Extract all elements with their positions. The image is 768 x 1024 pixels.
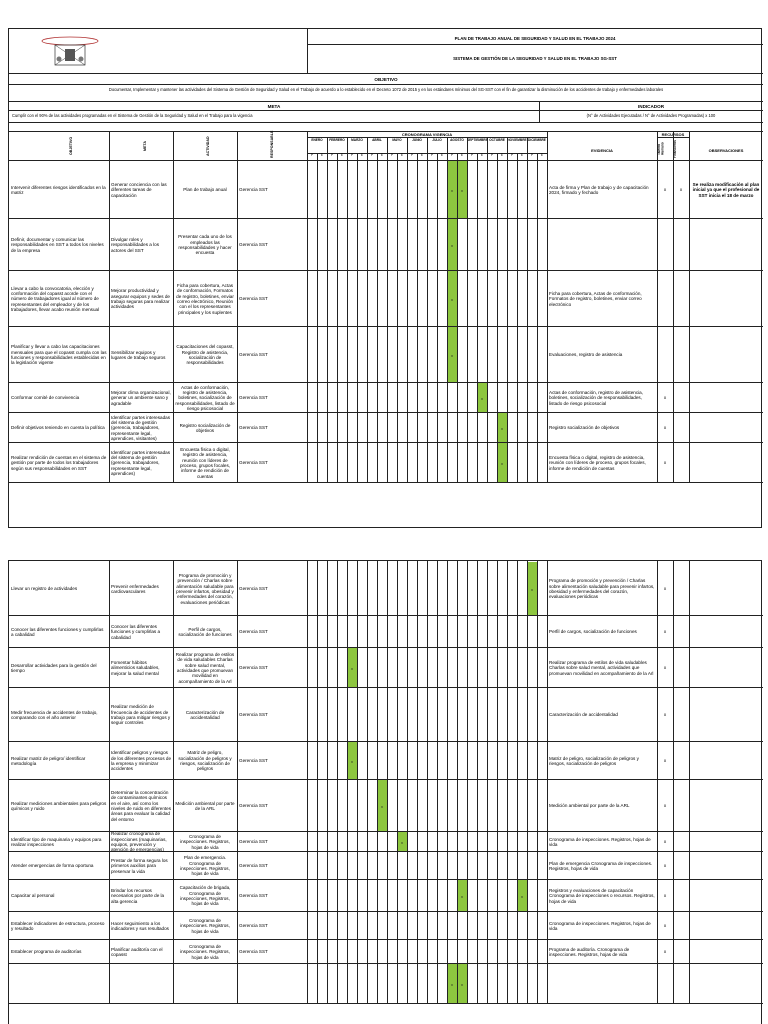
plan-subheader: P [490, 153, 494, 157]
objetivo-cell: Realizar mediciones ambientales para peligros químicos y ruido [11, 800, 107, 811]
exec-subheader: E [520, 153, 524, 157]
col-recurso-2: Financieros [673, 140, 677, 158]
objetivo-cell: Capacitar al personal [11, 893, 55, 899]
actividad-cell [175, 966, 235, 1002]
objetivo-cell: Realizar matriz de peligro/ identificar metodología [11, 755, 86, 766]
col-responsable: RESPONSABLE [270, 130, 274, 158]
responsable-cell: Gerencia SST [239, 758, 268, 764]
executed-mark: x [531, 587, 533, 592]
recurso-1-cell [659, 273, 671, 325]
executed-mark: x [481, 396, 483, 401]
meta-cell: Generar conciencia con las diferentes tareas de capacitación [111, 182, 167, 198]
plan-subtitle: SISTEMA DE GESTIÓN DE LA SEGURIDAD Y SALUD EN EL TRABAJO SG-SST [453, 56, 617, 61]
recurso-1-cell: x [663, 758, 667, 764]
evidencia-cell: Matriz de peligro, socialización de peligros y riesgos, socialización de peligros [549, 755, 639, 766]
cronograma-label: CRONOGRAMA VIGENCIA [401, 132, 453, 137]
executed-cell [478, 383, 487, 412]
actividad-cell: Plan de trabajo anual [183, 187, 227, 193]
executed-mark: x [501, 461, 503, 466]
evidencia-cell: Actas de conformación, registro de asistencia, boletines, socialización de responsabilidades, listado de riesgo psicosocial [549, 390, 643, 406]
actividad-cell: Cronograma de inspecciones. Registros, hojas de vida [180, 918, 230, 934]
objetivo-cell: Realizar rendición de cuentas en el sistema de gestión por parte de todos los trabajadores según sus responsabilidades en SST [11, 455, 107, 471]
recurso-1-cell: x [663, 425, 667, 431]
actividad-cell: Medición ambiental por parte de la ARL [175, 800, 235, 811]
responsable-cell: Gerencia SST [239, 712, 268, 718]
actividad-cell: Capacitación de brigada, Cronograma de inspecciones, Registros, hojas de vida [179, 885, 231, 907]
executed-mark: x [501, 426, 503, 431]
executed-cell [448, 327, 457, 382]
objetivo-cell: Identificar tipo de maquinaria y equipos para realizar inspecciones [11, 836, 102, 847]
recurso-1-cell: x [663, 629, 667, 635]
executed-cell [398, 832, 407, 851]
meta-cell: Divulgar roles y responsabilidades a los actores del SST [111, 237, 160, 253]
recurso-1-cell: x [663, 863, 667, 869]
evidencia-cell: Encuesta física o digital, registro de asistencia, reunión con líderes de proceso, grupos focales, informe de rendición de cuentas [549, 455, 646, 471]
meta-cell: Conocer las diferentes funciones y cumplirlas a cabalidad [111, 624, 161, 640]
meta-cell: Determinar la concentración de contaminantes químicos en el aire, así como los niveles de ruido en diferentes áreas para evaluar la calidad del entorno [111, 790, 172, 822]
responsable-cell: Gerencia SST [239, 352, 268, 358]
exec-subheader: E [500, 153, 504, 157]
objetivo-cell: Establecer indicadores de estructura, proceso y resultado [11, 920, 105, 931]
plan-subheader: P [410, 153, 414, 157]
month-header: ABRIL [372, 138, 382, 142]
executed-mark: x [461, 188, 463, 193]
observaciones-cell [691, 273, 761, 325]
month-header: ENERO [311, 138, 323, 142]
evidencia-cell: Cronograma de inspecciones. Registros, hojas de vida [549, 836, 651, 847]
col-actividad: ACTIVIDAD [206, 136, 210, 156]
recurso-2-cell [675, 385, 687, 411]
recurso-1-cell: x [663, 839, 667, 845]
responsable-cell: Gerencia SST [239, 893, 268, 899]
responsable-cell: Gerencia SST [239, 242, 268, 248]
responsable-cell: Gerencia SST [239, 665, 268, 671]
month-header: MARZO [351, 138, 363, 142]
meta-text: Cumplir con el 90% de las actividades programadas en el Sistema de Gestión de la Seguridad y Salud en el Trabajo para la vigencia [12, 113, 253, 118]
objetivo-cell: Definir, documentar y comunicar las responsabilidades en SST a todos los niveles de la empresa [11, 237, 104, 253]
recurso-1-cell: x [663, 893, 667, 899]
executed-mark: x [451, 353, 453, 358]
meta-cell: Identificar partes interesadas del sistema de gestión (gerencia, trabajadores, representante legal, aprendices, visitantes) [111, 414, 170, 441]
actividad-cell: Realizar programa de estilos de vida saludables Charlas sobre salud mental, actividades que promuevan movilidad en acompañamiento de la Arl [175, 652, 235, 684]
executed-cell [448, 161, 457, 218]
responsable-cell [239, 966, 305, 1002]
meta-cell: Sensibilizar equipos y lugares de trabajo seguros [111, 349, 166, 360]
plan-subheader: P [330, 153, 334, 157]
month-header: FEBRERO [329, 138, 345, 142]
responsable-cell: Gerencia SST [239, 949, 268, 955]
actividad-cell: Caracterización de accidentalidad [185, 709, 225, 720]
meta-cell: Planificar auditoría con el copasst [111, 946, 163, 957]
exec-subheader: E [440, 153, 444, 157]
recurso-1-cell: x [663, 803, 667, 809]
evidencia-cell: Cronograma de inspecciones. Registros, hojas de vida [549, 920, 651, 931]
executed-mark: x [401, 840, 403, 845]
executed-cell [448, 219, 457, 270]
plan-subheader: P [450, 153, 454, 157]
meta-cell: Mejorar productividad y asegurar equipos y sedes de trabajo seguras para realizar actividades [111, 288, 170, 310]
meta-cell [111, 966, 171, 1002]
evidencia-cell: Medición ambiental por parte de la ARL [549, 803, 630, 809]
meta-cell: Brindar los recursos necesarios por parte de la alta gerencia [111, 888, 165, 904]
company-logo-icon [39, 35, 101, 67]
exec-subheader: E [460, 153, 464, 157]
actividad-cell: Cronograma de inspecciones. Registros, hojas de vida [180, 834, 230, 850]
col-recurso-1: Talento Humano [657, 142, 665, 156]
executed-mark: x [451, 188, 453, 193]
exec-subheader: E [420, 153, 424, 157]
month-header: SEPTIEMBRE [467, 138, 488, 142]
evidencia-cell: Registros y evaluaciones de capacitación Cronograma de inspecciones o recursos. Registros, hojas de vida [549, 888, 655, 904]
responsable-cell: Gerencia SST [239, 395, 268, 401]
observaciones-cell [691, 445, 761, 481]
responsable-cell: Gerencia SST [239, 839, 268, 845]
plan-subheader: P [310, 153, 314, 157]
actividad-cell: Presentar cada uno de los empleados las responsabilidades y hacer encuesta [178, 234, 232, 256]
responsable-cell: Gerencia SST [239, 586, 268, 592]
actividad-cell: Actas de conformación, registro de asistencia, boletines, socialización de responsabilidades, listado de riesgo psicosocial [175, 384, 235, 411]
executed-mark: x [381, 804, 383, 809]
evidencia-cell: Registro socialización de objetivos [549, 425, 620, 431]
actividad-cell: Ficha para cobertura, Actas de conformación, Formatos de registro, boletines, enviar correo electrónico, Reunión con el los representantes principales y los suplentes [176, 283, 234, 315]
actividad-cell: Plan de emergencia. Cronograma de inspecciones. Registros, hojas de vida [180, 855, 230, 877]
recurso-1-cell: x [663, 949, 667, 955]
objetivo-cell: Medir frecuencia de accidentes de trabajo, comparando con el año anterior [11, 709, 98, 720]
executed-mark: x [461, 982, 463, 987]
actividad-cell: Encuesta física o digital, registro de asistencia, reunión con líderes de proceso, grupos focales, informe de rendición de cuentas [179, 447, 231, 479]
executed-mark: x [451, 982, 453, 987]
indicator-text: (N° de Actividades Ejecutadas / N° de Actividades Programadas) x 100 [586, 113, 716, 118]
evidencia-cell: Acta de firma y Plan de trabajo y de capacitación 2024, firmado y fechado [549, 184, 649, 195]
objetivo-cell: Conformar comité de convivencia [11, 395, 80, 401]
meta-cell: Prevenir enfermedades cardiovasculares [111, 583, 159, 594]
meta-cell: Hacer seguimiento a los indicadores y sus resultados [111, 920, 169, 931]
plan-subheader: P [510, 153, 514, 157]
recurso-1-cell [659, 221, 671, 269]
executed-cell [348, 648, 357, 687]
responsable-cell: Gerencia SST [239, 460, 268, 466]
executed-cell [528, 562, 537, 615]
month-header: JULIO [432, 138, 442, 142]
recurso-1-cell: x [663, 586, 667, 592]
plan-subheader: P [470, 153, 474, 157]
evidencia-cell: Programa de promoción y prevención / Charlas sobre alimentación saludable para prevenir infartos, obesidad y enfermedades del corazón, evaluaciones periódicas [549, 578, 655, 600]
executed-cell [498, 443, 507, 482]
meta-cell: Realizar cronograma de inspecciones (maquinarias, equipos, prevención y atención de emergencias) [111, 831, 167, 853]
col-meta: META [143, 141, 147, 151]
executed-cell [518, 880, 527, 911]
plan-sheet-page-1 [8, 28, 762, 528]
month-header: AGOSTO [450, 138, 464, 142]
executed-mark: x [351, 759, 353, 764]
evidencia-cell: Perfil de cargos, socialización de funciones [549, 629, 637, 635]
executed-mark: x [521, 894, 523, 899]
observaciones-cell [691, 329, 761, 381]
month-header: JUNIO [412, 138, 422, 142]
recurso-2-cell [675, 221, 687, 269]
meta-cell: Realizar medición de frecuencia de accidentes de trabajo para mitigar riesgos y seguir controles [111, 704, 171, 726]
exec-subheader: E [400, 153, 404, 157]
actividad-cell: Perfil de cargos, socialización de funciones [178, 626, 232, 637]
actividad-cell: Cronograma de inspecciones. Registros, hojas de vida [180, 944, 230, 960]
responsable-cell: Gerencia SST [239, 425, 268, 431]
executed-cell [458, 161, 467, 218]
responsable-cell: Gerencia SST [239, 923, 268, 929]
plan-subheader: P [530, 153, 534, 157]
meta-cell: Fomentar hábitos alimenticios saludables, mejorar la salud mental [111, 660, 160, 676]
objetivo-cell: Desarrollar actividades para la gestión del tiempo [11, 662, 97, 673]
plan-subheader: P [370, 153, 374, 157]
evidencia-cell: Ficha para cobertura, Actas de conformación, Formatos de registro, boletines, enviar correo electrónico [549, 291, 642, 307]
recurso-1-cell: x [663, 923, 667, 929]
executed-cell [448, 964, 457, 1003]
observaciones-cell: Se realiza modificación al plan inicial ya que el profesional de SST inicia el 18 de marzo [692, 182, 760, 198]
objetivo-cell: Establecer programa de auditorías [11, 949, 82, 955]
exec-subheader: E [320, 153, 324, 157]
exec-subheader: E [360, 153, 364, 157]
recursos-label: RECURSOS [661, 132, 685, 137]
month-header: OCTUBRE [489, 138, 505, 142]
plan-subheader: P [430, 153, 434, 157]
recurso-1-cell: x [663, 712, 667, 718]
executed-cell [348, 742, 357, 779]
actividad-cell: Capacitaciones del copasst, Registro de asistencia, socialización de responsabilidades [176, 344, 234, 366]
evidencia-cell [549, 966, 655, 1002]
actividad-cell: Programa de promoción y prevención / Charlas sobre alimentación saludable para prevenir infartos, obesidad y enfermedades del corazón, evaluaciones periódicas [176, 573, 234, 605]
objetivo-cell [11, 966, 107, 1002]
month-header: NOVIEMBRE [507, 138, 527, 142]
meta-cell: Prestar de forma segura los primeros auxilios para preservar la vida [111, 858, 168, 874]
col-observaciones: OBSERVACIONES [708, 148, 744, 153]
indicator-label: INDICADOR [637, 104, 665, 109]
objetivo-cell: Llevar un registro de actividades [11, 586, 78, 592]
evidencia-cell: Realizar programa de estilos de vida saludables Charlas sobre salud mental, actividades que promuevan movilidad en acompañamiento de la Arl [549, 660, 654, 676]
executed-mark: x [351, 666, 353, 671]
meta-cell: Identificar partes interesadas del sistema de gestión (gerencia, trabajadores, representante legal, aprendices) [111, 449, 170, 476]
evidencia-cell: Evaluaciones, registro de asistencia [549, 352, 623, 358]
executed-mark: x [461, 894, 463, 899]
col-objetivo: OBJETIVO [69, 136, 73, 156]
evidencia-cell: Programa de auditoría. Cronograma de inspecciones. Registros, hojas de vida [549, 946, 630, 957]
observaciones-cell [691, 221, 761, 269]
meta-cell: Mejorar clima organizacional, generar un ambiente sano y agradable [111, 390, 171, 406]
executed-cell [448, 271, 457, 326]
col-evidencia: EVIDENCIA [591, 148, 613, 153]
recurso-1-cell: x [663, 665, 667, 671]
objective-text: Documentar, Implementar y mantener las actividades del Sistema de Gestión de Seguridad y Salud en el Trabajo de acuerdo a lo establecido en el Decreto 1072 de 2015 y en los estándares mínimos del SG-SST con el fin de garantizar la disminución de los accidentes de trabajo y enfermedades laborales [108, 87, 664, 92]
actividad-cell: Matriz de peligro, socialización de peligros y riesgos, socialización de peligros [178, 750, 232, 772]
plan-subheader: P [390, 153, 394, 157]
exec-subheader: E [540, 153, 544, 157]
evidencia-cell: Plan de emergencia Cronograma de inspecciones. Registros, hojas de vida [549, 860, 653, 871]
executed-cell [498, 413, 507, 442]
month-header: DICIEMBRE [528, 138, 546, 142]
plan-sheet-page-2 [8, 560, 762, 1024]
executed-cell [458, 964, 467, 1003]
objetivo-cell: Intervenir diferentes riesgos identificados en la matriz [11, 184, 106, 195]
objetivo-cell: Atender emergencias de forma oportuna [11, 863, 94, 869]
objetivo-cell: Conocer las diferentes funciones y cumplirlas a cabalidad [11, 626, 104, 637]
recurso-2-cell [675, 273, 687, 325]
responsable-cell: Gerencia SST [239, 629, 268, 635]
recurso-1-cell: x [663, 187, 667, 193]
objective-label: OBJETIVO [374, 77, 398, 82]
executed-cell [378, 780, 387, 831]
recurso-2-cell [675, 445, 687, 481]
recurso-1-cell [659, 966, 671, 1002]
actividad-cell: Registro socialización de objetivos [179, 422, 231, 433]
meta-label: META [267, 104, 281, 109]
recurso-1-cell: x [663, 395, 667, 401]
observaciones-cell [691, 385, 761, 411]
exec-subheader: E [480, 153, 484, 157]
evidencia-cell: Caracterización de accidentalidad [549, 712, 618, 718]
recurso-1-cell [659, 329, 671, 381]
exec-subheader: E [380, 153, 384, 157]
objetivo-cell: Llevar a cabo la convocatoria, elección y conformación del copasst acorde con el número de trabajadores igual al número de representantes del empleador y de los trabajadores, llevar acabo reunión mensual [11, 285, 100, 312]
executed-cell [458, 880, 467, 911]
observaciones-cell [691, 415, 761, 441]
responsable-cell: Gerencia SST [239, 187, 268, 193]
recurso-2-cell [675, 415, 687, 441]
objetivo-cell: Planificar y llevar a cabo las capacitaciones mensuales para que el copasst cumpla con las funciones y responsabilidades establecidas en la legislación vigente [11, 344, 107, 366]
exec-subheader: E [340, 153, 344, 157]
month-header: MAYO [392, 138, 402, 142]
evidencia-cell [549, 221, 655, 269]
executed-mark: x [451, 243, 453, 248]
plan-title: PLAN DE TRABAJO ANUAL DE SEGURIDAD Y SALUD EN EL TRABAJO 2024 [454, 36, 616, 41]
plan-subheader: P [350, 153, 354, 157]
responsable-cell: Gerencia SST [239, 296, 268, 302]
recurso-2-cell [675, 329, 687, 381]
recurso-2-cell: x [679, 187, 683, 193]
recurso-1-cell: x [663, 460, 667, 466]
executed-mark: x [451, 297, 453, 302]
objetivo-cell: Definir objetivos teniendo en cuenta la política [11, 425, 105, 431]
responsable-cell: Gerencia SST [239, 863, 268, 869]
responsable-cell: Gerencia SST [239, 803, 268, 809]
meta-cell: Identificar peligros y riesgos de los diferentes procesos de la empresa y minimizar accidentes [111, 750, 172, 772]
